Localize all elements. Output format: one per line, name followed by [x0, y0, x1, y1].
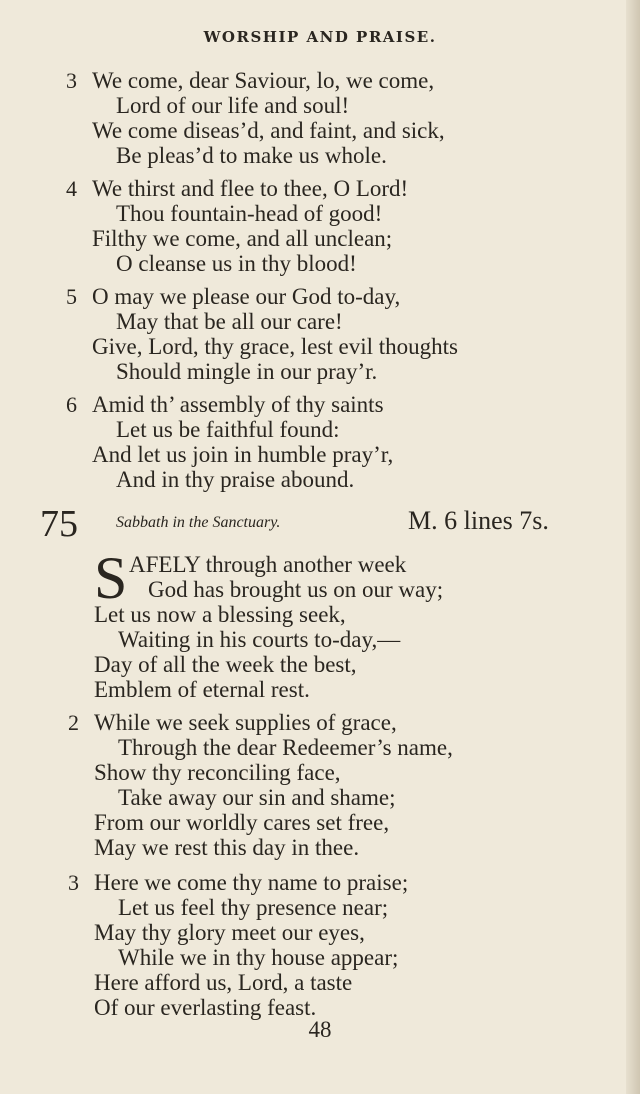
verse-line: We thirst and flee to thee, O Lord!	[92, 176, 409, 201]
verse-line: Emblem of eternal rest.	[94, 677, 310, 702]
verse-line: And in thy praise abound.	[116, 467, 355, 492]
verse-line: May we rest this day in thee.	[94, 835, 360, 860]
drop-cap: S	[94, 545, 128, 611]
verse-line: Should mingle in our pray’r.	[116, 359, 378, 384]
verse-line: Show thy reconciling face,	[94, 760, 341, 785]
verse-line: While we seek supplies of grace,	[94, 710, 397, 735]
verse-line: Let us now a blessing seek,	[94, 602, 346, 627]
verse-line: Here we come thy name to praise;	[94, 870, 409, 895]
stanza-number: 2	[68, 710, 79, 735]
verse-line: Here afford us, Lord, a taste	[94, 970, 353, 995]
verse-line: Lord of our life and soul!	[116, 93, 350, 118]
verse-line: Waiting in his courts to-day,—	[118, 627, 401, 652]
hymn-title: Sabbath in the Sanctuary.	[116, 514, 281, 531]
verse-line: God has brought us on our way;	[148, 577, 444, 602]
stanza-number: 6	[66, 392, 77, 417]
verse-line: Amid th’ assembly of thy saints	[92, 392, 384, 417]
verse-line: May that be all our care!	[116, 309, 343, 334]
running-header: WORSHIP AND PRAISE.	[203, 28, 437, 46]
stanza-number: 3	[68, 870, 79, 895]
stanza-number: 4	[66, 176, 77, 201]
verse-line: And let us join in humble pray’r,	[92, 442, 394, 467]
verse-line: We come, dear Saviour, lo, we come,	[92, 68, 435, 93]
page-edge	[626, 0, 640, 1094]
verse-line: Of our everlasting feast.	[94, 995, 317, 1020]
stanza-number: 3	[66, 68, 77, 93]
verse-line: Let us feel thy presence near;	[118, 895, 389, 920]
verse-line: We come diseas’d, and faint, and sick,	[92, 118, 445, 143]
verse-line: Be pleas’d to make us whole.	[116, 143, 387, 168]
verse-line: Take away our sin and shame;	[118, 785, 396, 810]
hymn-meter: M. 6 lines 7s.	[408, 506, 549, 535]
verse-line: O cleanse us in thy blood!	[116, 251, 357, 276]
verse-line: Filthy we come, and all unclean;	[92, 226, 393, 251]
verse-line: Day of all the week the best,	[94, 652, 357, 677]
verse-line: May thy glory meet our eyes,	[94, 920, 365, 945]
verse-line: Thou fountain-head of good!	[116, 201, 383, 226]
verse-line: AFELY through another week	[129, 552, 407, 577]
verse-line: Let us be faithful found:	[116, 417, 340, 442]
verse-line: O may we please our God to-day,	[92, 284, 401, 309]
page-number: 48	[308, 1017, 332, 1042]
verse-line: Through the dear Redeemer’s name,	[118, 735, 453, 760]
hymn-number: 75	[40, 503, 78, 545]
stanza-number: 5	[66, 284, 77, 309]
verse-line: From our worldly cares set free,	[94, 810, 390, 835]
verse-line: Give, Lord, thy grace, lest evil thoughts	[92, 334, 459, 359]
verse-line: While we in thy house appear;	[118, 945, 399, 970]
